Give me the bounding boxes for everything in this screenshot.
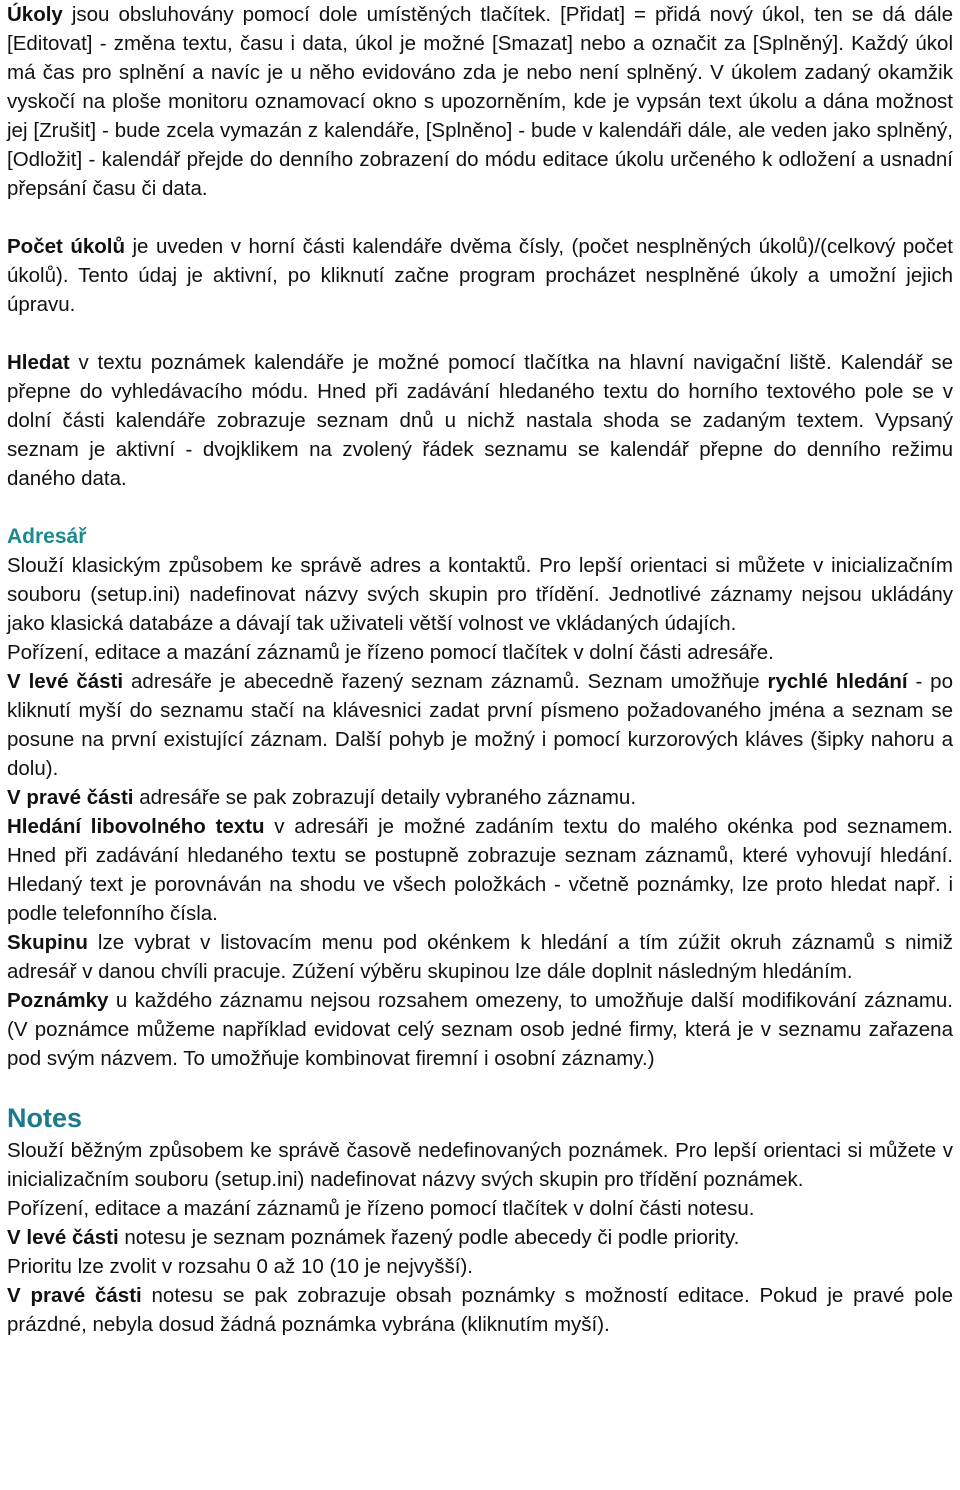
paragraph-adresar-group: [7, 928, 953, 986]
term-rychle-hledani: rychlé hledání: [767, 670, 908, 693]
paragraph-adresar-notes: [7, 986, 953, 1073]
term-prava-cast: V pravé části: [7, 786, 134, 809]
paragraph-text: v textu poznámek kalendáře je možné pomocí tlačítka na hlavní navigační liště. Kalendář se přepne do vyhledávacího módu. Hned při zadávání hledaného textu do horního textového pole se v dolní části kalendáře zobrazuje seznam dnů u nichž nastala shoda se zadaným textem. Vypsaný seznam je aktivní - dvojklikem na zvolený řádek seznamu se kalendář přepne do denního režimu daného data.: [7, 351, 953, 490]
term-ukoly: Úkoly: [7, 3, 63, 26]
paragraph-text: v adresáři je možné zadáním textu do malého okénka pod seznamem. Hned při zadávání hledaného textu se postupně zobrazuje seznam záznamů, které vyhovují hledání. Hledaný text je porovnáván na shodu ve všech položkách - včetně poznámky, lze proto hledat např. i podle telefonního čísla.: [7, 815, 953, 925]
paragraph-ukoly: [7, 0, 953, 203]
paragraph-text: je uveden v horní části kalendáře dvěma čísly, (počet nesplněných úkolů)/(celkový počet úkolů). Tento údaj je aktivní, po kliknutí začne program procházet nesplněné úkoly a umožní jejich úpravu.: [7, 235, 953, 316]
paragraph-notes-right: [7, 1281, 953, 1339]
paragraph-notes-intro: Slouží běžným způsobem ke správě časově nedefinovaných poznámek. Pro lepší orientaci si můžete v inicializačním souboru (setup.ini) nadefinovat názvy svých skupin pro třídění poznámek.: [7, 1139, 953, 1191]
term-skupinu: Skupinu: [7, 931, 88, 954]
paragraph-notes-left: [7, 1223, 953, 1252]
paragraph-adresar-intro: Slouží klasickým způsobem ke správě adres a kontaktů. Pro lepší orientaci si můžete v inicializačním souboru (setup.ini) nadefinovat názvy svých skupin pro třídění. Jednotlivé záznamy nejsou ukládány jako klasická databáze a dávají tak uživateli větší volnost ve vkládaných údajích.: [7, 554, 953, 635]
paragraph-text: lze vybrat v listovacím menu pod okénkem k hledání a tím zúžit okruh záznamů s nimiž adresář v danou chvíli pracuje. Zúžení výběru skupinou lze dále doplnit následným hledáním.: [7, 931, 953, 983]
term-pocet-ukolu: Počet úkolů: [7, 235, 125, 258]
paragraph-notes-priority: Prioritu lze zvolit v rozsahu 0 až 10 (10 je nejvyšší).: [7, 1255, 473, 1278]
term-hledat: Hledat: [7, 351, 70, 374]
paragraph-adresar-right: [7, 783, 953, 812]
paragraph-text: adresáře se pak zobrazují detaily vybraného záznamu.: [133, 786, 637, 809]
paragraph-text: - po kliknutí myší do seznamu stačí na klávesnici zadat první písmeno požadovaného jména a seznam se posune na první existující záznam. Další pohyb je možný i pomocí kurzorových kláves (šipky nahoru a dolu).: [7, 670, 953, 780]
paragraph-text: notesu se pak zobrazuje obsah poznámky s možností editace. Pokud je pravé pole prázdné, nebyla dosud žádná poznámka vybrána (kliknutím myší).: [7, 1284, 953, 1336]
paragraph-hledat: [7, 348, 953, 493]
paragraph-pocet-ukolu: [7, 232, 953, 319]
paragraph-text: jsou obsluhovány pomocí dole umístěných tlačítek. [Přidat] = přidá nový úkol, ten se dá dále [Editovat] - změna textu, času i data, úkol je možné [Smazat] nebo a označit za [Splněný]. Každý úkol má čas pro splnění a navíc je u něho evidováno zda je nebo není splněný. V úkolem zadaný okamžik vyskočí na ploše monitoru oznamovací okno s upozorněním, kde je vypsán text úkolu a dána možnost jej [Zrušit] - bude zcela vymazán z kalendáře, [Splněno] - bude v kalendáři dále, ale veden jako splněný, [Odložit] - kalendář přejde do denního zobrazení do módu editace úkolu určeného k odložení a usnadní přepsání času či data.: [7, 3, 953, 200]
term-leva-cast: V levé části: [7, 670, 124, 693]
paragraph-adresar-buttons: Pořízení, editace a mazání záznamů je řízeno pomocí tlačítek v dolní části adresáře.: [7, 641, 774, 664]
section-heading-notes: Notes: [7, 1103, 83, 1133]
paragraph-adresar-search: [7, 812, 953, 928]
section-heading-adresar: Adresář: [7, 525, 87, 548]
term-poznamky: Poznámky: [7, 989, 109, 1012]
paragraph-text: u každého záznamu nejsou rozsahem omezeny, to umožňuje další modifikování záznamu. (V poznámce můžeme například evidovat celý seznam osob jedné firmy, která je v seznamu zařazena pod svým názvem. To umožňuje kombinovat firemní i osobní záznamy.): [7, 989, 953, 1070]
paragraph-text: notesu je seznam poznámek řazený podle abecedy či podle priority.: [118, 1226, 740, 1249]
term-leva-cast: V levé části: [7, 1226, 119, 1249]
paragraph-text: adresáře je abecedně řazený seznam záznamů. Seznam umožňuje: [123, 670, 768, 693]
paragraph-adresar-left: [7, 667, 953, 783]
term-prava-cast: V pravé části: [7, 1284, 142, 1307]
paragraph-notes-buttons: Pořízení, editace a mazání záznamů je řízeno pomocí tlačítek v dolní části notesu.: [7, 1197, 755, 1220]
term-hledani-textu: Hledání libovolného textu: [7, 815, 265, 838]
